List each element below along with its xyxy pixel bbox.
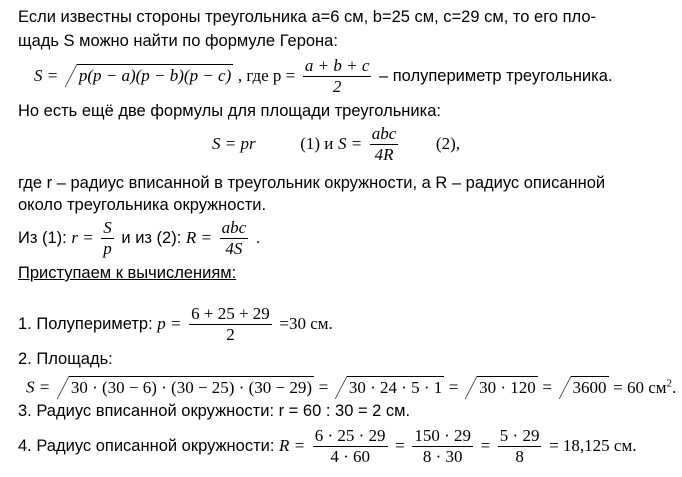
- step-2-sqrt-4: [559, 376, 609, 399]
- step-1-fraction: [189, 304, 272, 345]
- step-4-fraction-3: [498, 426, 542, 467]
- step-2-result: [613, 378, 676, 397]
- step-2-sqrt-2: [335, 376, 444, 399]
- heron-radicand: p(p − a)(p − b)(p − c): [78, 65, 232, 85]
- step-4-eq-2: =: [480, 435, 491, 455]
- step-4-fraction-2: [412, 426, 473, 467]
- step-1: [18, 304, 333, 345]
- step-2-eq-2: =: [448, 377, 459, 397]
- step-2-sqrt-1: [57, 376, 314, 399]
- intro-line-2: щадь S можно найти по формуле Герона:: [18, 32, 338, 50]
- step-4-den-3: 8: [515, 447, 524, 466]
- heron-lhs: S =: [34, 65, 59, 85]
- formulas-line: [212, 124, 460, 165]
- step-2-rad-2: 30 · 24 · 5 · 1: [348, 377, 443, 397]
- step-2-result-exponent: 2: [666, 377, 673, 389]
- step-1-result: =30 см.: [279, 313, 333, 333]
- derive-r-den: p: [103, 239, 112, 258]
- derive-r-num: S: [103, 218, 112, 237]
- step-4-num-3: 5 · 29: [499, 426, 540, 445]
- step-2-result-value: = 60 см: [613, 377, 667, 397]
- derive-mid: и из (2):: [121, 228, 182, 247]
- step-2-sqrt-3: [465, 376, 538, 399]
- step-1-label: 1. Полупериметр:: [18, 314, 153, 333]
- derive-pre: Из (1):: [18, 228, 67, 247]
- step-2-rad-3: 30 · 120: [479, 377, 536, 397]
- derive-R-fraction: [220, 218, 249, 259]
- step-4-fraction-1: [313, 426, 388, 467]
- formula-2-fraction: [370, 124, 399, 165]
- heron-den: 2: [332, 77, 342, 96]
- step-2-result-end: .: [672, 377, 677, 397]
- calc-heading: Приступаем к вычислениям:: [18, 264, 237, 282]
- step-2-rad-1: 30 · (30 − 6) · (30 − 25) · (30 − 29): [70, 377, 313, 397]
- step-2-eq-3: =: [542, 377, 552, 397]
- step-4-den-1: 4 · 60: [330, 447, 370, 466]
- step-4-den-2: 8 · 30: [422, 447, 463, 466]
- formula-1: S = pr: [212, 133, 256, 153]
- intro-line-6: где r – радиус вписанной в треугольник окружности, а R – радиус описанной: [18, 174, 606, 192]
- derive-line: [18, 218, 260, 259]
- derive-R: R =: [185, 227, 213, 247]
- step-4-eq-1: =: [395, 435, 405, 455]
- derive-r-fraction: [101, 218, 114, 259]
- step-1-den: 2: [226, 325, 235, 344]
- step-4-R: R =: [279, 435, 306, 455]
- formula-1-note: (1) и: [300, 133, 334, 153]
- step-2-rad-4: 3600: [572, 377, 607, 397]
- step-4-num-1: 6 · 25 · 29: [314, 426, 386, 445]
- step-4-label: 4. Радиус описанной окружности:: [18, 436, 275, 455]
- step-3: 3. Радиус вписанной окружности: r = 60 : 30 = 2 см.: [18, 402, 411, 420]
- derive-end: .: [255, 228, 261, 247]
- heron-tail: – полупериметр треугольника.: [378, 66, 613, 85]
- derive-R-den: 4S: [225, 239, 243, 258]
- step-1-p: p =: [157, 313, 182, 333]
- step-4-num-2: 150 · 29: [414, 426, 472, 445]
- step-2-eq-1: =: [318, 377, 329, 397]
- heron-formula: [34, 56, 613, 97]
- step-2-s: S =: [26, 377, 51, 397]
- formula-2-note: (2),: [435, 133, 460, 153]
- step-4: [18, 426, 636, 467]
- derive-R-num: abc: [221, 218, 247, 237]
- formula-2-den: 4R: [374, 145, 394, 164]
- intro-line-1: Если известны стороны треугольника a=6 см, b=25 см, c=29 см, то его пло-: [18, 8, 597, 26]
- formula-2-lhs: S =: [337, 133, 363, 153]
- step-4-result: = 18,125 см.: [549, 435, 637, 455]
- heron-where: , где p =: [237, 65, 296, 85]
- intro-line-7: около треугольника окружности.: [18, 196, 267, 214]
- step-2-label: 2. Площадь:: [18, 350, 113, 368]
- derive-r: r =: [71, 227, 94, 247]
- step-2-formula: [26, 372, 676, 399]
- step-1-num: 6 + 25 + 29: [191, 304, 270, 323]
- heron-num: a + b + c: [304, 56, 370, 75]
- heron-sqrt: [65, 64, 233, 87]
- intro-line-4: Но есть ещё две формулы для площади треугольника:: [18, 102, 441, 120]
- heron-fraction: [303, 56, 372, 97]
- formula-2-num: abc: [371, 124, 397, 143]
